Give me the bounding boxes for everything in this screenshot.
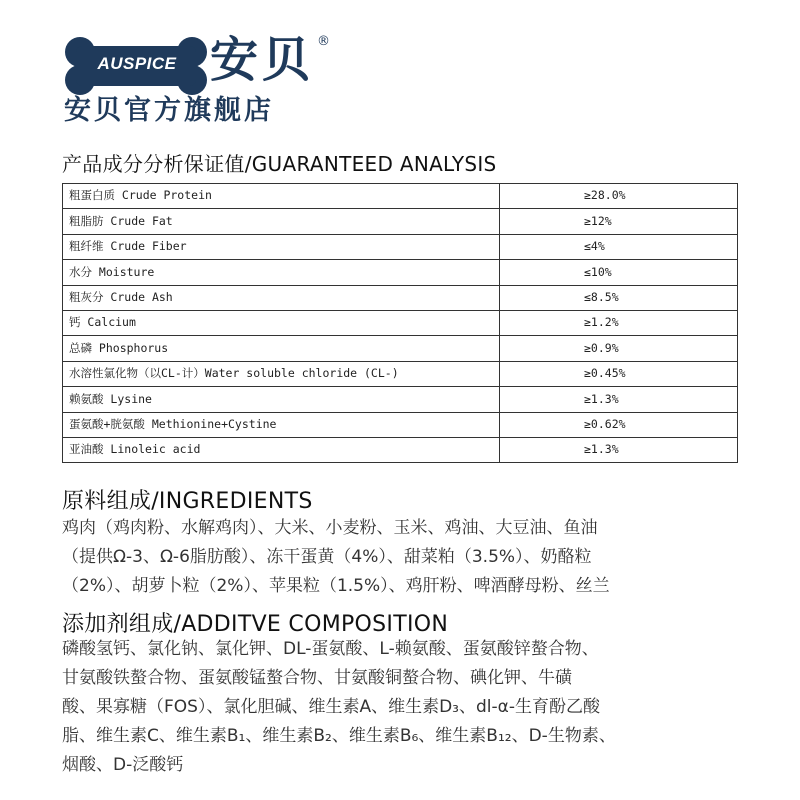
table-row <box>63 361 738 386</box>
table-row <box>63 260 738 285</box>
additives-title: 添加剂组成/ADDITVE COMPOSITION <box>62 612 449 637</box>
nutrient-name: 粗脂肪 Crude Fat <box>63 209 500 234</box>
nutrient-name: 粗蛋白质 Crude Protein <box>63 184 500 209</box>
nutrient-value: ≥1.3% <box>500 387 738 412</box>
logo-text: AUSPICE <box>97 54 177 73</box>
additives-line: 烟酸、D-泛酸钙 <box>62 755 184 775</box>
table-row <box>63 387 738 412</box>
ingredients-line: （提供Ω-3、Ω-6脂肪酸）、冻干蛋黄（4%）、甜菜粕（3.5%）、奶酪粒 <box>62 547 592 567</box>
table-row <box>63 310 738 335</box>
table-row <box>63 234 738 259</box>
bone-logo <box>62 36 210 96</box>
nutrient-name: 粗纤维 Crude Fiber <box>63 234 500 259</box>
brand-name: 安贝 <box>210 32 315 88</box>
nutrient-value: ≥28.0% <box>500 184 738 209</box>
table-row <box>63 209 738 234</box>
registered-mark: ® <box>317 34 330 49</box>
additives-line: 脂、维生素C、维生素B₁、维生素B₂、维生素B₆、维生素B₁₂、D-生物素、 <box>62 726 616 746</box>
nutrient-value: ≥0.45% <box>500 361 738 386</box>
additives-line: 甘氨酸铁螯合物、蛋氨酸锰螯合物、甘氨酸铜螯合物、碘化钾、牛磺 <box>62 668 572 688</box>
table-row <box>63 336 738 361</box>
ingredients-line: 鸡肉（鸡肉粉、水解鸡肉）、大米、小麦粉、玉米、鸡油、大豆油、鱼油 <box>62 518 598 538</box>
nutrient-name: 赖氨酸 Lysine <box>63 387 500 412</box>
guaranteed-analysis-table <box>62 183 738 463</box>
nutrient-value: ≤10% <box>500 260 738 285</box>
table-row <box>63 412 738 437</box>
nutrient-value: ≥0.9% <box>500 336 738 361</box>
additives-line: 磷酸氢钙、氯化钠、氯化钾、DL-蛋氨酸、L-赖氨酸、蛋氨酸锌螯合物、 <box>62 639 599 659</box>
nutrient-value: ≥1.2% <box>500 310 738 335</box>
nutrient-name: 钙 Calcium <box>63 310 500 335</box>
table-row <box>63 437 738 462</box>
guaranteed-analysis-title: 产品成分分析保证值/GUARANTEED ANALYSIS <box>62 152 497 176</box>
nutrient-name: 亚油酸 Linoleic acid <box>63 437 500 462</box>
nutrient-name: 总磷 Phosphorus <box>63 336 500 361</box>
ingredients-title: 原料组成/INGREDIENTS <box>62 489 313 514</box>
nutrient-value: ≥1.3% <box>500 437 738 462</box>
brand-header <box>62 28 382 128</box>
store-name: 安贝官方旗舰店 <box>64 95 274 126</box>
ingredients-text <box>62 514 752 601</box>
ingredients-line: （2%）、胡萝卜粒（2%）、苹果粒（1.5%）、鸡肝粉、啤酒酵母粉、丝兰 <box>62 576 610 596</box>
nutrient-name: 粗灰分 Crude Ash <box>63 285 500 310</box>
table-row <box>63 184 738 209</box>
additives-line: 酸、果寡糖（FOS）、氯化胆碱、维生素A、维生素D₃、dl-α-生育酚乙酸 <box>62 697 600 717</box>
table-row <box>63 285 738 310</box>
additives-text <box>62 635 752 780</box>
nutrient-value: ≤8.5% <box>500 285 738 310</box>
nutrient-name: 水分 Moisture <box>63 260 500 285</box>
nutrient-name: 水溶性氯化物（以CL-计）Water soluble chloride (CL-) <box>63 361 500 386</box>
nutrient-value: ≥12% <box>500 209 738 234</box>
nutrient-name: 蛋氨酸+胱氨酸 Methionine+Cystine <box>63 412 500 437</box>
nutrient-value: ≥0.62% <box>500 412 738 437</box>
nutrient-value: ≤4% <box>500 234 738 259</box>
